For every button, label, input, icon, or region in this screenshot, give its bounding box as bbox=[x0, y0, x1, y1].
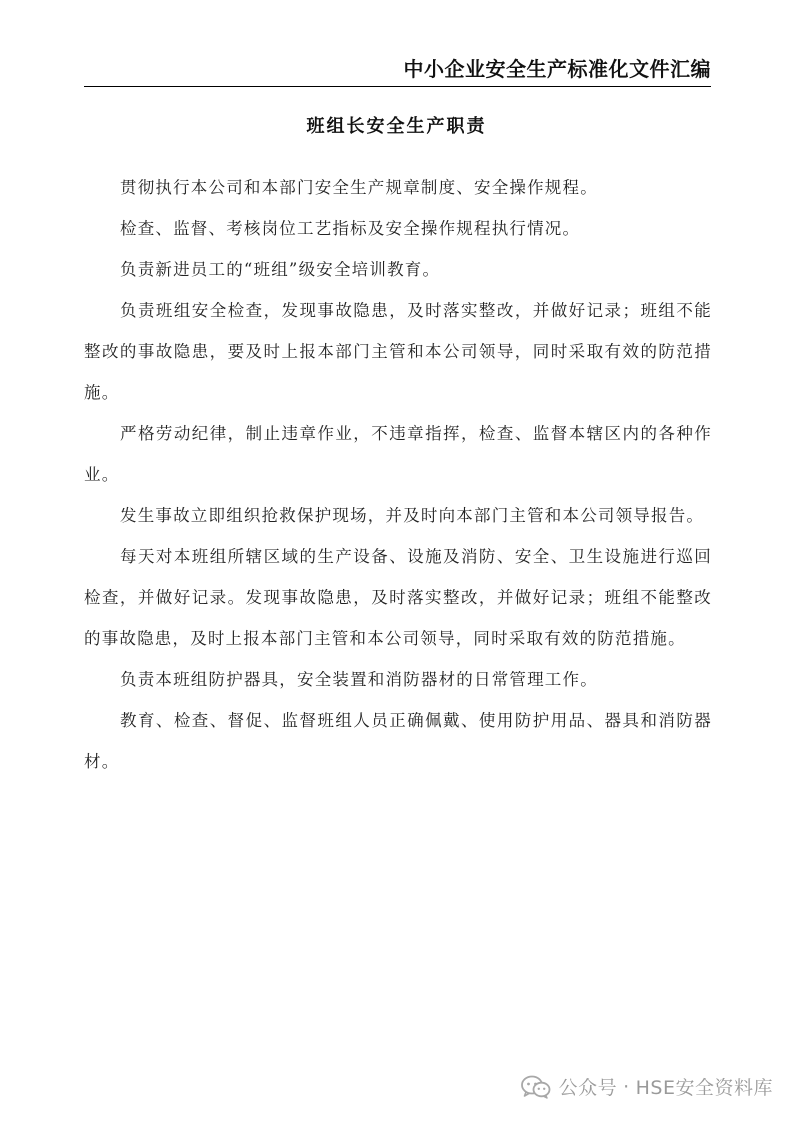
paragraph: 贯彻执行本公司和本部门安全生产规章制度、安全操作规程。 bbox=[120, 178, 598, 197]
document-body bbox=[84, 167, 712, 782]
paragraph: 发生事故立即组织抢救保护现场，并及时向本部门主管和本公司领导报告。 bbox=[120, 506, 705, 525]
wechat-icon bbox=[521, 1075, 551, 1099]
watermark-prefix: 公众号 bbox=[558, 1077, 618, 1099]
paragraph: 负责本班组防护器具，安全装置和消防器材的日常管理工作。 bbox=[120, 670, 598, 689]
page-header bbox=[84, 56, 711, 87]
paragraph: 负责班组安全检查，发现事故隐患，及时落实整改，并做好记录；班组不能整改的事故隐患，要及时上报本部门主管和本公司领导，同时采取有效的防范措施。 bbox=[84, 301, 712, 402]
paragraph: 每天对本班组所辖区域的生产设备、设施及消防、安全、卫生设施进行巡回检查，并做好记录。发现事故隐患，及时落实整改，并做好记录；班组不能整改的事故隐患，及时上报本部门主管和本公司领导，同时采取有效的防范措施。 bbox=[84, 547, 712, 648]
watermark-separator: · bbox=[623, 1075, 630, 1098]
paragraph: 检查、监督、考核岗位工艺指标及安全操作规程执行情况。 bbox=[120, 219, 581, 238]
paragraph: 严格劳动纪律，制止违章作业，不违章指挥，检查、监督本辖区内的各种作业。 bbox=[84, 424, 712, 484]
watermark bbox=[521, 1073, 773, 1100]
header-title: 中小企业安全生产标准化文件汇编 bbox=[403, 57, 711, 81]
document-title: 班组长安全生产职责 bbox=[306, 116, 487, 137]
paragraph: 教育、检查、督促、监督班组人员正确佩戴、使用防护用品、器具和消防器材。 bbox=[84, 711, 712, 771]
watermark-account: HSE安全资料库 bbox=[635, 1077, 773, 1099]
paragraph: 负责新进员工的“班组”级安全培训教育。 bbox=[120, 260, 441, 279]
